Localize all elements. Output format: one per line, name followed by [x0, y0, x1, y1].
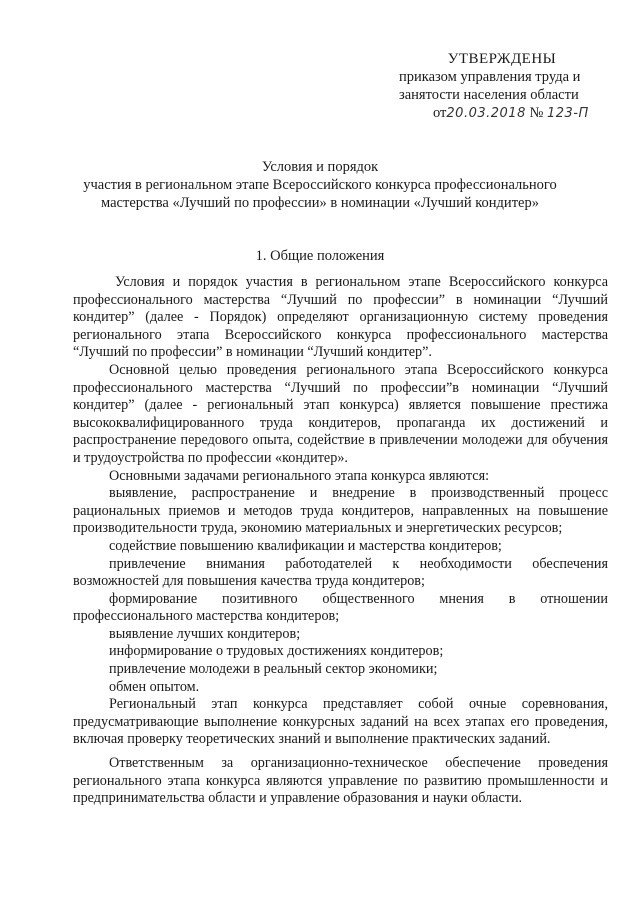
task-item: выявление, распространение и внедрение в производственный процесс рациональных приемов и методов труда кондитеров, направленных на повышение производительности труда, экономию материальных и энергетических ресурсов;: [73, 485, 608, 537]
handwritten-number: 123-П: [546, 106, 589, 121]
task-item: содействие повышению квалификации и мастерства кондитеров;: [109, 537, 502, 554]
approval-title: УТВЕРЖДЕНЫ: [447, 51, 557, 67]
paragraph-goal: Основной целью проведения регионального этапа Всероссийского конкурса профессионального мастерства “Лучший по профессии”в номинации “Лучший кондитер” (далее - региональный этап конкурса) является повышение престижа высококвалифицированного труда кондитеров, пропаганда их достижений и распространение передового опыта, содействие в привлечении молодежи для обучения и трудоустройства по профессии «кондитер».: [73, 361, 608, 466]
paragraph-responsible: Ответственным за организационно-техническое обеспечение проведения регионального этапа конкурса являются управление по развитию промышленности и предпринимательства области и управление образования и науки области.: [73, 755, 608, 807]
title-line-1: Условия и порядок: [261, 159, 379, 175]
title-line-2: участия в региональном этапе Всероссийского конкурса профессионального: [83, 177, 557, 193]
task-item: привлечение внимания работодателей к необходимости обеспечения возможностей для повышения качества труда кондитеров;: [73, 555, 608, 590]
section-heading: 1. Общие положения: [255, 248, 385, 264]
handwritten-date: 20.03.2018: [446, 106, 526, 121]
paragraph-scope: Условия и порядок участия в региональном этапе Всероссийского конкурса профессионального мастерства “Лучший по профессии” в номинации “Лучший кондитер” (далее - Порядок) определяют организационную систему проведения регионального этапа Всероссийского конкурса профессионального мастерства “Лучший по профессии” в номинации “Лучший кондитер”.: [73, 274, 608, 361]
approval-department-line: занятости населения области: [399, 87, 579, 103]
approval-order-line: приказом управления труда и: [399, 69, 581, 85]
number-prefix: №: [529, 105, 544, 121]
title-line-3: мастерства «Лучший по профессии» в номинации «Лучший кондитер»: [101, 195, 539, 211]
approval-stamp: [393, 50, 623, 123]
task-item: выявление лучших кондитеров;: [109, 625, 301, 642]
document-title: [60, 158, 580, 212]
task-item: обмен опытом.: [109, 678, 200, 695]
date-prefix: от: [433, 105, 447, 121]
task-item: формирование позитивного общественного мнения в отношении профессионального мастерства кондитеров;: [73, 590, 608, 625]
approval-date-number: [433, 104, 623, 123]
paragraph-format: Региональный этап конкурса представляет собой очные соревнования, предусматривающие выполнение конкурсных заданий на всех этапах его проведения, включая проверку теоретических знаний и выполнение практических заданий.: [73, 696, 608, 748]
document-body: [73, 274, 608, 808]
task-item: привлечение молодежи в реальный сектор экономики;: [109, 661, 438, 678]
task-item: информирование о трудовых достижениях кондитеров;: [109, 643, 444, 660]
paragraph-tasks-intro: Основными задачами регионального этапа конкурса являются:: [109, 467, 490, 484]
